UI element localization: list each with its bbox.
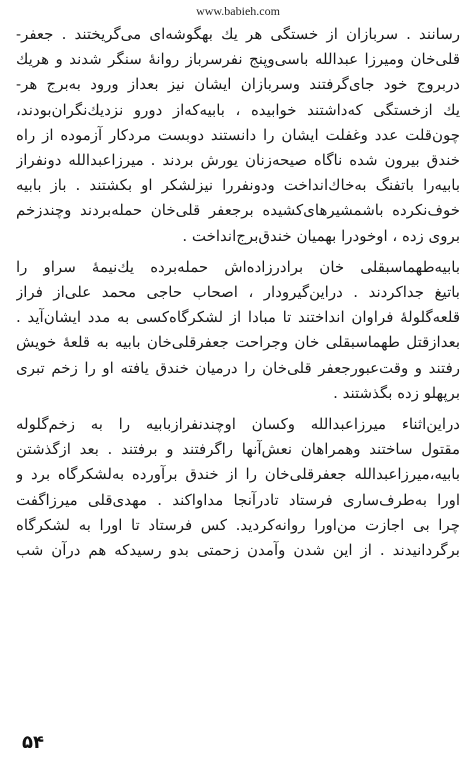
text-line: چون‌قلت عدد وغفلت ایشان را دانستند دوبست مردکار آزموده از راه — [16, 125, 460, 144]
text-line: برپهلو زده بگذشتند . — [333, 383, 460, 402]
text-line: قلعه‌گلولهٔ فراوان انداختند تا مبادا از لشکرگاه‌کسی به مدد ایشان‌آید . — [16, 308, 460, 327]
paragraph — [16, 412, 460, 563]
text-line: رفتند و وقت‌عبورجعفر قلی‌خان را درمیان خندق یافته او را زخم تبری — [16, 358, 460, 377]
page-number: ۵۴ — [22, 732, 44, 753]
paragraph — [16, 22, 460, 249]
text-line: بابیه‌را باتفنگ به‌خاك‌انداخت ودونفررا نیزلشکر او بکشتند . باز بابیه — [16, 176, 460, 195]
text-line: بعدازقتل طهماسبقلی خان وجراحت جعفرقلی‌خان بابیه به قلعهٔ خویش — [16, 333, 460, 352]
page-body — [16, 22, 460, 563]
text-line: خوف‌نکرده باشمشیرهای‌کشیده برجعفر قلی‌خان حمله‌بردند وچندزخم — [16, 201, 460, 220]
paragraph — [16, 255, 460, 406]
text-line: دربروج خود جای‌گرفتند وسربازان ایشان نیز بعداز ورود به‌برج هر- — [16, 75, 460, 94]
text-line: یك ازخستگی که‌داشتند خوابیده ، بابیه‌که‌از دورو نزدیك‌نگران‌بودند، — [16, 100, 460, 119]
text-line: خندق بیرون شده ناگاه صیحه‌زنان یورش بردند . میرزاعبدالله دونفراز — [16, 151, 460, 170]
text-line: قلی‌خان ومیرزا عبدالله باسی‌وپنج نفرسرباز روانهٔ سنگر شدند و هریك — [16, 50, 460, 69]
site-url[interactable]: www.babieh.com — [196, 4, 280, 18]
text-line: برگردانیدند . از این شدن وآمدن زحمتی بدو رسیدکه هم درآن شب — [16, 541, 460, 560]
text-line: بروی زده ، اوخودرا بهمیان خندق‌برج‌انداخت . — [182, 226, 460, 245]
text-line: دراین‌اثناء میرزاعبدالله وکسان اوچندنفرازبابیه را به زخم‌گلوله — [16, 415, 460, 434]
text-line: بابیه،میرزاعبدالله جعفرقلی‌خان را از خندق برآورده به‌لشکرگاه برد و — [16, 465, 460, 484]
text-line: اورا به‌طرف‌ساری فرستاد تادرآنجا مداوا‌کند . مهدی‌قلی میرزاگفت — [16, 490, 460, 509]
text-line: باتیغ جداکردند . دراین‌گیرودار ، اصحاب حاجی محمد علی‌از فراز — [16, 283, 460, 302]
text-line: مقتول ساختند وهمراهان نعش‌آنها راگرفتند و برفتند . بعد ازگذشتن — [16, 440, 460, 459]
text-line: چرا بی اجازت من‌اورا روانه‌کردید. کس فرستاد تا اورا به لشکرگاه — [16, 515, 460, 534]
text-line: رسانند . سربازان از خستگی هر یك بهگوشه‌ای می‌گریختند . جعفر- — [16, 25, 460, 43]
text-line: بابیه‌طهماسبقلی خان برادرزاده‌اش حمله‌برده یك‌نیمهٔ سراو را — [16, 257, 460, 276]
